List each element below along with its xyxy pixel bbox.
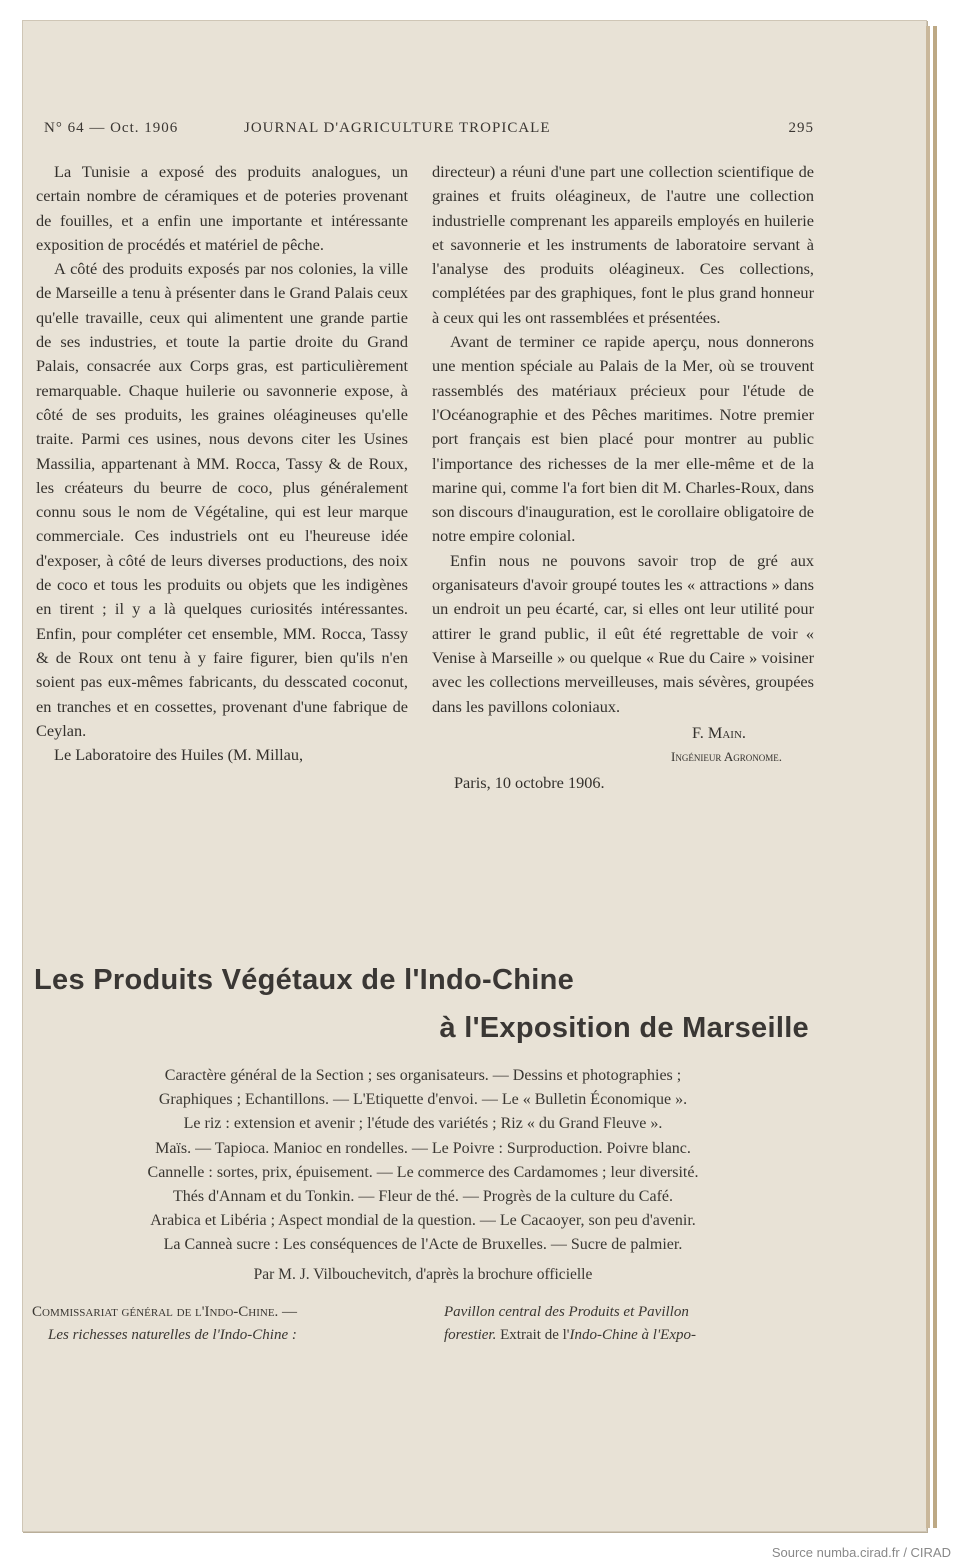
journal-title: JOURNAL D'AGRICULTURE TROPICALE — [244, 120, 551, 136]
left-column — [36, 160, 408, 767]
footnote-fragment: forestier. — [444, 1327, 497, 1343]
footnote-line: Commissariat général de l'Indo-Chine. — — [32, 1304, 298, 1320]
footnote-line: Les richesses naturelles de l'Indo-Chine : — [48, 1327, 297, 1343]
summary-line: Le riz : extension et avenir ; l'étude des variétés ; Riz « du Grand Fleuve ». — [183, 1115, 663, 1133]
paragraph: Avant de terminer ce rapide aperçu, nous donnerons une mention spéciale au Palais de la Mer, où se trouvent rassemblés des matériaux précieux pour l'étude de l'Océanographie et des Pêches maritimes. Notre premier port français est bien placé pour montrer au public l'importance des richesses de la mer elle-même et de la marine qui, comme l'a fort bien dit M. Charles-Roux, dans son discours d'inauguration, est le corollaire obligatoire de notre empire colonial. — [432, 332, 814, 546]
footnote-line — [444, 1324, 814, 1347]
paragraph: Enfin nous ne pouvons savoir trop de gré aux organisateurs d'avoir groupé toutes les « attractions » dans un endroit un peu écarté, car, si elles ont leur utilité pour attirer le grand public, il eût été regrettable de voir « Venise à Marseille » ou quelque « Rue du Caire » voisiner avec les collections merveilleuses, mais sévères, groupées dans les pavillons coloniaux. — [432, 550, 814, 716]
source-credit: Source numba.cirad.fr / CIRAD — [771, 1545, 951, 1560]
article-title-line2: à l'Exposition de Marseille — [439, 1012, 809, 1044]
paragraph: A côté des produits exposés par nos colonies, la ville de Marseille a tenu à présenter dans le Grand Palais ceux qu'elle travaille, ceux qui alimentent une grande partie de ses industries, et toute la partie droite du Grand Palais, consacrée aux Corps gras, est particulièrement remarquable. Chaque huilerie ou savonnerie expose, à côté de ses produits, les graines oléagineuses qu'elle traite. Parmi ces usines, nous devons citer les Usines Massilia, appartenant à MM. Rocca, Tassy & de Roux, les créateurs du beurre de coco, plus généralement connu sous le nom de Végétaline, qui est leur marque commerciale. Ces industriels ont eu l'heureuse idée d'exposer, à côté de leurs diverses productions, des noix de coco et tous les produits ou objets que les indigènes en tirent ; il y a là quelques curiosités intéressantes. Enfin, pour compléter cet ensemble, MM. Rocca, Tassy & de Roux ont tenu à y faire figurer, bien qu'ils n'en soient pas eux-mêmes fabricants, du desscated coconut, en tranches et en cossettes, provenant d'une fabrique de Ceylan. — [36, 259, 408, 740]
article-summary — [18, 1064, 828, 1258]
summary-line: Caractère général de la Section ; ses organisateurs. — Dessins et photographies ; — [164, 1067, 682, 1084]
paragraph: La Tunisie a exposé des produits analogues, un certain nombre de céramiques et de poteries provenant de fouilles, et a enfin une importante et intéressante exposition de procédés et matériel de pêche. — [36, 162, 408, 254]
footnote-right — [444, 1301, 814, 1347]
page-number: 295 — [788, 120, 814, 136]
summary-line: Graphiques ; Echantillons. — L'Etiquette d'envoi. — Le « Bulletin Économique ». — [158, 1091, 688, 1109]
summary-line: La Canneà sucre : Les conséquences de l'Acte de Bruxelles. — Sucre de palmier. — [163, 1236, 683, 1254]
article-title-line1: Les Produits Végétaux de l'Indo-Chine — [34, 964, 575, 996]
summary-line: Cannelle : sortes, prix, épuisement. — Le commerce des Cardamomes ; leur diversité. — [147, 1163, 699, 1181]
article-byline: Par M. J. Vilbouchevitch, d'après la brochure officielle — [253, 1266, 593, 1283]
summary-line: Maïs. — Tapioca. Manioc en rondelles. — Le Poivre : Surproduction. Poivre blanc. — [155, 1139, 691, 1157]
summary-line: Thés d'Annam et du Tonkin. — Fleur de thé. — Progrès de la culture du Café. — [172, 1188, 674, 1206]
issue-number: N° 64 — Oct. 1906 — [44, 120, 179, 136]
footnote-left — [32, 1301, 422, 1347]
paragraph: Le Laboratoire des Huiles (M. Millau, — [54, 745, 304, 765]
paragraph: directeur) a réuni d'une part une collection scientifique de graines et fruits oléagineux, de l'autre une collection industrielle comprenant les appareils employés en huilerie et savonnerie et les instruments de laboratoire servant à l'analyse des produits oléagineux. Ces collections, complétées par des graphiques, font le plus grand honneur à ceux qui les ont rassemblées et présentées. — [432, 162, 814, 327]
page-edge-shadow — [933, 26, 937, 1528]
footnote-line: Pavillon central des Produits et Pavillon — [444, 1304, 689, 1320]
page-edge-shadow — [926, 26, 930, 1528]
summary-line: Arabica et Libéria ; Aspect mondial de la question. — Le Cacaoyer, son peu d'avenir. — [150, 1212, 696, 1230]
author-signature: F. Main. — [692, 722, 746, 742]
dateline: Paris, 10 octobre 1906. — [454, 773, 605, 793]
footnote-fragment: Extrait de l' — [496, 1327, 570, 1343]
running-header — [44, 118, 816, 142]
right-column — [432, 160, 814, 795]
author-title: Ingénieur Agronome. — [671, 749, 782, 765]
footnote-fragment: Indo-Chine à l'Expo- — [569, 1327, 696, 1343]
